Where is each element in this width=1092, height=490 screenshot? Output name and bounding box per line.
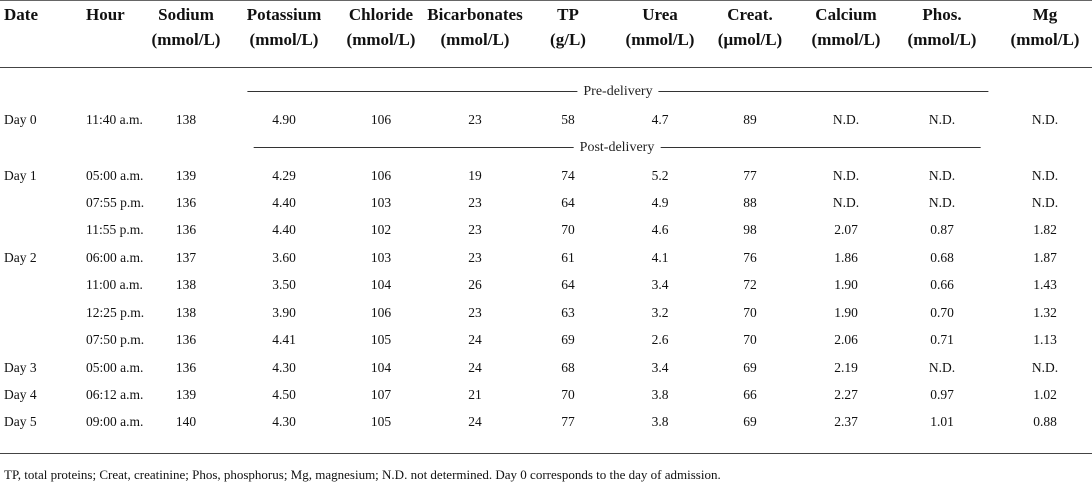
table-cell-mg: N.D. <box>1031 112 1059 127</box>
table-cell-sodium: 139 <box>175 387 197 402</box>
column-header-title: Chloride <box>348 5 414 24</box>
table-cell-phos: 0.87 <box>930 222 954 237</box>
table-cell-chloride: 102 <box>370 222 392 237</box>
table-cell-phos: N.D. <box>928 168 956 183</box>
column-header-mg <box>1011 2 1080 52</box>
table-cell-calcium: 2.27 <box>834 387 858 402</box>
table-cell-phos: N.D. <box>928 195 956 210</box>
table-cell-creat: 69 <box>743 360 757 375</box>
table-cell-date: Day 3 <box>4 360 37 375</box>
column-header-unit: (mmol/L) <box>440 30 510 49</box>
table-cell-tp: 68 <box>561 360 575 375</box>
column-header-title: Phos. <box>922 5 962 24</box>
table-cell-creat: 88 <box>743 195 757 210</box>
column-header-chloride <box>347 2 416 52</box>
table-cell-creat: 69 <box>743 414 757 429</box>
column-header-bicarbonates <box>427 2 522 52</box>
table-cell-phos: 1.01 <box>930 414 954 429</box>
section-label: Post-delivery <box>579 140 655 155</box>
column-header-title: Creat. <box>727 5 773 24</box>
table-cell-potassium: 4.29 <box>272 168 296 183</box>
table-cell-phos: 0.70 <box>930 305 954 320</box>
table-cell-potassium: 3.60 <box>272 250 296 265</box>
table-cell-bicarbonates: 23 <box>468 222 482 237</box>
table-cell-tp: 74 <box>561 168 575 183</box>
table-cell-bicarbonates: 24 <box>468 332 482 347</box>
table-cell-hour: 05:00 a.m. <box>86 168 144 183</box>
table-bottom-rule <box>0 453 1092 454</box>
table-cell-phos: N.D. <box>928 360 956 375</box>
table-cell-mg: 1.32 <box>1033 305 1057 320</box>
table-cell-mg: 1.82 <box>1033 222 1057 237</box>
column-header-title: Sodium <box>158 5 214 24</box>
table-cell-hour: 05:00 a.m. <box>86 360 144 375</box>
table-cell-urea: 3.2 <box>651 305 669 320</box>
table-cell-phos: 0.97 <box>930 387 954 402</box>
table-cell-mg: 0.88 <box>1033 414 1057 429</box>
table-cell-sodium: 136 <box>175 360 197 375</box>
table-cell-tp: 61 <box>561 250 575 265</box>
table-cell-mg: N.D. <box>1031 360 1059 375</box>
table-cell-calcium: N.D. <box>832 168 860 183</box>
column-header-unit: (mmol/L) <box>249 30 319 49</box>
table-cell-creat: 70 <box>743 305 757 320</box>
table-cell-calcium: N.D. <box>832 195 860 210</box>
table-cell-tp: 70 <box>561 222 575 237</box>
separator-dash-line <box>247 91 577 92</box>
table-cell-bicarbonates: 19 <box>468 168 482 183</box>
table-cell-tp: 64 <box>561 277 575 292</box>
separator-dash-line <box>660 147 980 148</box>
column-header-phos <box>908 2 977 52</box>
table-cell-hour: 12:25 p.m. <box>86 305 145 320</box>
table-cell-tp: 64 <box>561 195 575 210</box>
table-cell-mg: 1.43 <box>1033 277 1057 292</box>
table-cell-calcium: 2.37 <box>834 414 858 429</box>
section-label: Pre-delivery <box>583 84 653 99</box>
table-cell-creat: 72 <box>743 277 757 292</box>
table-cell-calcium: 2.19 <box>834 360 858 375</box>
table-cell-mg: N.D. <box>1031 195 1059 210</box>
table-cell-hour: 07:50 p.m. <box>86 332 145 347</box>
table-cell-hour: 11:00 a.m. <box>86 277 143 292</box>
table-cell-tp: 63 <box>561 305 575 320</box>
table-cell-hour: 11:55 p.m. <box>86 222 144 237</box>
table-cell-date: Day 1 <box>4 168 37 183</box>
table-cell-tp: 69 <box>561 332 575 347</box>
table-header <box>0 0 1092 64</box>
header-bottom-rule <box>0 67 1092 68</box>
table-cell-hour: 06:00 a.m. <box>86 250 144 265</box>
column-header-title: Hour <box>86 5 125 24</box>
table-cell-sodium: 137 <box>175 250 197 265</box>
column-header-creat <box>718 2 782 52</box>
table-cell-chloride: 103 <box>370 250 392 265</box>
table-cell-phos: 0.66 <box>930 277 954 292</box>
table-cell-bicarbonates: 24 <box>468 414 482 429</box>
column-header-title: Bicarbonates <box>427 5 523 24</box>
column-header-title: Calcium <box>815 5 877 24</box>
table-cell-urea: 3.4 <box>651 360 669 375</box>
column-header-unit: (mmol/L) <box>625 30 695 49</box>
table-cell-urea: 4.1 <box>651 250 669 265</box>
table-cell-tp: 77 <box>561 414 575 429</box>
table-cell-urea: 4.7 <box>651 112 669 127</box>
table-cell-sodium: 140 <box>175 414 197 429</box>
table-cell-calcium: 1.86 <box>834 250 858 265</box>
table-cell-urea: 3.4 <box>651 277 669 292</box>
table-cell-hour: 06:12 a.m. <box>86 387 144 402</box>
table-cell-mg: 1.02 <box>1033 387 1057 402</box>
column-header-title: Urea <box>642 5 678 24</box>
table-cell-urea: 3.8 <box>651 387 669 402</box>
column-header-unit: (mmol/L) <box>151 30 221 49</box>
table-cell-chloride: 106 <box>370 168 392 183</box>
table-cell-creat: 76 <box>743 250 757 265</box>
table-cell-calcium: 1.90 <box>834 305 858 320</box>
table-cell-date: Day 4 <box>4 387 37 402</box>
table-cell-bicarbonates: 21 <box>468 387 482 402</box>
table-cell-chloride: 106 <box>370 305 392 320</box>
table-cell-urea: 2.6 <box>651 332 669 347</box>
table-cell-mg: 1.87 <box>1033 250 1057 265</box>
table-cell-potassium: 4.30 <box>272 414 296 429</box>
column-header-unit: (mmol/L) <box>907 30 977 49</box>
table-cell-creat: 89 <box>743 112 757 127</box>
column-header-urea <box>626 2 695 52</box>
table-cell-mg: 1.13 <box>1033 332 1057 347</box>
column-header-title: TP <box>557 5 579 24</box>
table-cell-bicarbonates: 23 <box>468 305 482 320</box>
table-cell-sodium: 139 <box>175 168 197 183</box>
column-header-date <box>4 2 38 27</box>
column-header-unit: (g/L) <box>550 30 586 49</box>
table-cell-potassium: 4.30 <box>272 360 296 375</box>
table-cell-urea: 4.9 <box>651 195 669 210</box>
column-header-unit: (mmol/L) <box>346 30 416 49</box>
table-cell-sodium: 138 <box>175 112 197 127</box>
table-cell-date: Day 2 <box>4 250 37 265</box>
table-cell-potassium: 4.50 <box>272 387 296 402</box>
table-cell-potassium: 3.50 <box>272 277 296 292</box>
column-header-title: Date <box>4 5 38 24</box>
table-cell-phos: N.D. <box>928 112 956 127</box>
table-cell-calcium: N.D. <box>832 112 860 127</box>
column-header-title: Mg <box>1032 5 1058 24</box>
table-cell-potassium: 4.90 <box>272 112 296 127</box>
column-header-unit: (mmol/L) <box>1010 30 1080 49</box>
header-top-rule <box>0 0 1092 1</box>
table-cell-urea: 3.8 <box>651 414 669 429</box>
separator-dash-line <box>659 91 989 92</box>
table-cell-bicarbonates: 23 <box>468 250 482 265</box>
table-cell-tp: 70 <box>561 387 575 402</box>
table-cell-chloride: 104 <box>370 277 392 292</box>
table-cell-potassium: 4.40 <box>272 222 296 237</box>
table-cell-hour: 07:55 p.m. <box>86 195 145 210</box>
table-cell-chloride: 107 <box>370 387 392 402</box>
table-cell-sodium: 136 <box>175 195 197 210</box>
section-separator-pre-delivery <box>247 84 988 100</box>
table-cell-potassium: 3.90 <box>272 305 296 320</box>
column-header-potassium <box>247 2 322 52</box>
column-header-tp <box>550 2 586 52</box>
table-cell-calcium: 2.06 <box>834 332 858 347</box>
table-cell-creat: 66 <box>743 387 757 402</box>
table-cell-phos: 0.68 <box>930 250 954 265</box>
table-cell-bicarbonates: 23 <box>468 112 482 127</box>
table-cell-creat: 70 <box>743 332 757 347</box>
table-cell-date: Day 5 <box>4 414 37 429</box>
column-header-title: Potassium <box>246 5 322 24</box>
table-cell-mg: N.D. <box>1031 168 1059 183</box>
table-cell-calcium: 2.07 <box>834 222 858 237</box>
column-header-calcium <box>812 2 881 52</box>
table-cell-bicarbonates: 26 <box>468 277 482 292</box>
table-cell-chloride: 103 <box>370 195 392 210</box>
table-cell-urea: 5.2 <box>651 168 669 183</box>
table-cell-sodium: 138 <box>175 305 197 320</box>
table-cell-potassium: 4.40 <box>272 195 296 210</box>
table-cell-hour: 11:40 a.m. <box>86 112 143 127</box>
table-cell-hour: 09:00 a.m. <box>86 414 144 429</box>
section-separator-post-delivery <box>254 140 981 156</box>
table-cell-creat: 77 <box>743 168 757 183</box>
column-header-unit: (μmol/L) <box>717 30 783 49</box>
table-cell-chloride: 105 <box>370 332 392 347</box>
table-cell-sodium: 136 <box>175 332 197 347</box>
column-header-sodium <box>152 2 221 52</box>
table-cell-tp: 58 <box>561 112 575 127</box>
table-cell-chloride: 104 <box>370 360 392 375</box>
table-cell-bicarbonates: 23 <box>468 195 482 210</box>
column-header-unit: (mmol/L) <box>811 30 881 49</box>
table-cell-phos: 0.71 <box>930 332 954 347</box>
separator-dash-line <box>254 147 574 148</box>
table-cell-chloride: 106 <box>370 112 392 127</box>
column-header-hour <box>86 2 125 27</box>
table-cell-creat: 98 <box>743 222 757 237</box>
table-footnote: TP, total proteins; Creat, creatinine; Phos, phosphorus; Mg, magnesium; N.D. not determined. Day 0 corresponds to the day of admission. <box>4 467 721 482</box>
table-cell-potassium: 4.41 <box>272 332 296 347</box>
table-cell-bicarbonates: 24 <box>468 360 482 375</box>
table-cell-chloride: 105 <box>370 414 392 429</box>
table-cell-date: Day 0 <box>4 112 37 127</box>
table-cell-sodium: 138 <box>175 277 197 292</box>
table-cell-calcium: 1.90 <box>834 277 858 292</box>
table-cell-sodium: 136 <box>175 222 197 237</box>
table-cell-urea: 4.6 <box>651 222 669 237</box>
